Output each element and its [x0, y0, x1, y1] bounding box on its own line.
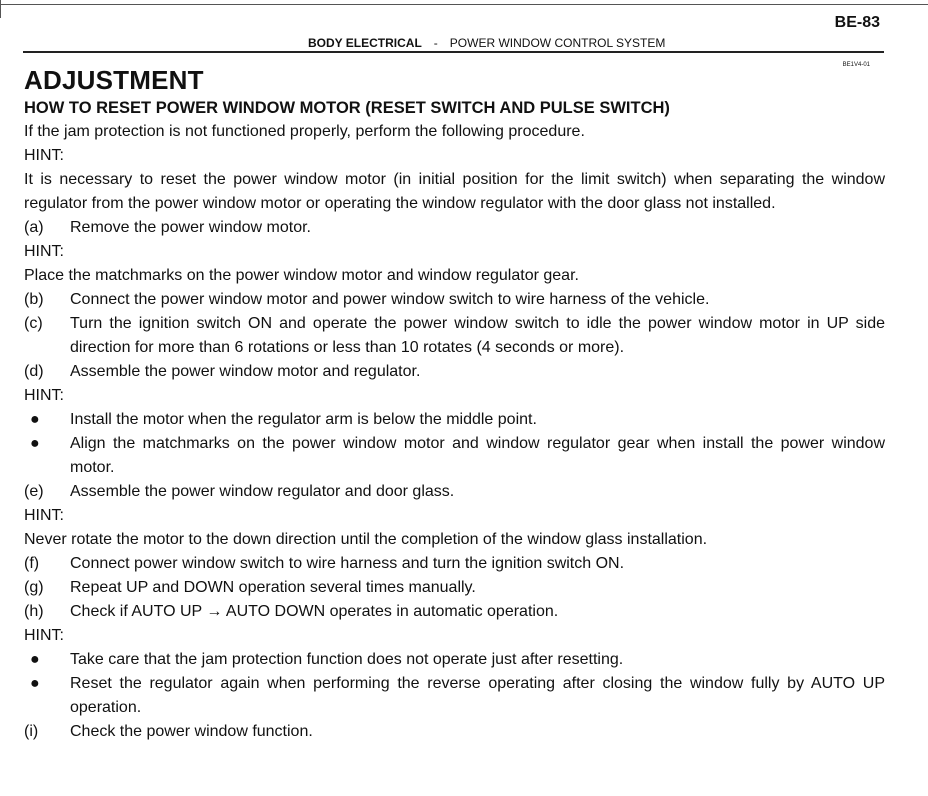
header-topic: POWER WINDOW CONTROL SYSTEM [449, 36, 666, 50]
header-rule [23, 51, 884, 53]
step-label: (a) [24, 219, 44, 236]
bullet-icon: ● [30, 675, 40, 692]
hint-bullet [24, 432, 885, 480]
step-c [24, 312, 885, 360]
hint-bullet [24, 408, 885, 432]
bullet-icon: ● [30, 435, 40, 452]
intro-text: If the jam protection is not functioned properly, perform the following procedure. [24, 123, 585, 140]
procedure-heading: HOW TO RESET POWER WINDOW MOTOR (RESET SWITCH AND PULSE SWITCH) [24, 99, 670, 117]
step-e [24, 480, 885, 504]
step-text: Connect power window switch to wire harness and turn the ignition switch ON. [70, 555, 625, 572]
bullet-text: Align the matchmarks on the power window motor and window regulator gear when install the power window motor. [70, 435, 885, 476]
page-title: ADJUSTMENT [24, 65, 204, 95]
step-text: Assemble the power window regulator and door glass. [70, 483, 455, 500]
header-separator: - [433, 36, 438, 50]
step-f [24, 552, 885, 576]
step-text: Remove the power window motor. [70, 219, 311, 236]
page-number: BE-83 [834, 14, 880, 31]
hint-label: HINT: [24, 387, 64, 404]
hint-label: HINT: [24, 147, 64, 164]
bullet-icon: ● [30, 651, 40, 668]
left-border-tick [0, 0, 1, 18]
step-label: (e) [24, 483, 44, 500]
step-text: Check if AUTO UP → AUTO DOWN operates in automatic operation. [70, 603, 559, 620]
step-text: Turn the ignition switch ON and operate the power window switch to idle the power window motor in UP side direction for more than 6 rotations or less than 10 rotates (4 seconds or more). [70, 315, 885, 356]
step-a [24, 216, 885, 240]
step-label: (i) [24, 723, 39, 740]
document-body [24, 64, 885, 744]
step-label: (b) [24, 291, 44, 308]
hint-text: Never rotate the motor to the down direction until the completion of the window glass installation. [24, 531, 708, 548]
hint-label: HINT: [24, 627, 64, 644]
hint-label: HINT: [24, 243, 64, 260]
bullet-icon: ● [30, 411, 40, 428]
step-label: (g) [24, 579, 44, 596]
step-i [24, 720, 885, 744]
step-label: (c) [24, 315, 43, 332]
hint-bullet [24, 672, 885, 720]
hint-label: HINT: [24, 507, 64, 524]
step-h [24, 600, 885, 624]
document-code: BE1V4-01 [842, 62, 870, 68]
header-section: BODY ELECTRICAL [308, 36, 422, 50]
step-text: Check the power window function. [70, 723, 313, 740]
hint-bullet [24, 648, 885, 672]
step-g [24, 576, 885, 600]
step-label: (f) [24, 555, 40, 572]
step-text: Assemble the power window motor and regulator. [70, 363, 421, 380]
bullet-text: Install the motor when the regulator arm is below the middle point. [70, 411, 537, 428]
running-header [308, 36, 665, 50]
step-d [24, 360, 885, 384]
step-label: (d) [24, 363, 44, 380]
top-border-rule [0, 4, 928, 5]
step-label: (h) [24, 603, 44, 620]
step-b [24, 288, 885, 312]
hint-text: It is necessary to reset the power window motor (in initial position for the limit switch) when separating the window regulator from the power window motor or operating the window regulator with the door glass not installed. [24, 171, 885, 212]
step-text: Connect the power window motor and power window switch to wire harness of the vehicle. [70, 291, 710, 308]
bullet-text: Take care that the jam protection function does not operate just after resetting. [70, 651, 624, 668]
step-text: Repeat UP and DOWN operation several times manually. [70, 579, 476, 596]
bullet-text: Reset the regulator again when performing the reverse operating after closing the window fully by AUTO UP operation. [70, 675, 885, 716]
hint-text: Place the matchmarks on the power window motor and window regulator gear. [24, 267, 579, 284]
